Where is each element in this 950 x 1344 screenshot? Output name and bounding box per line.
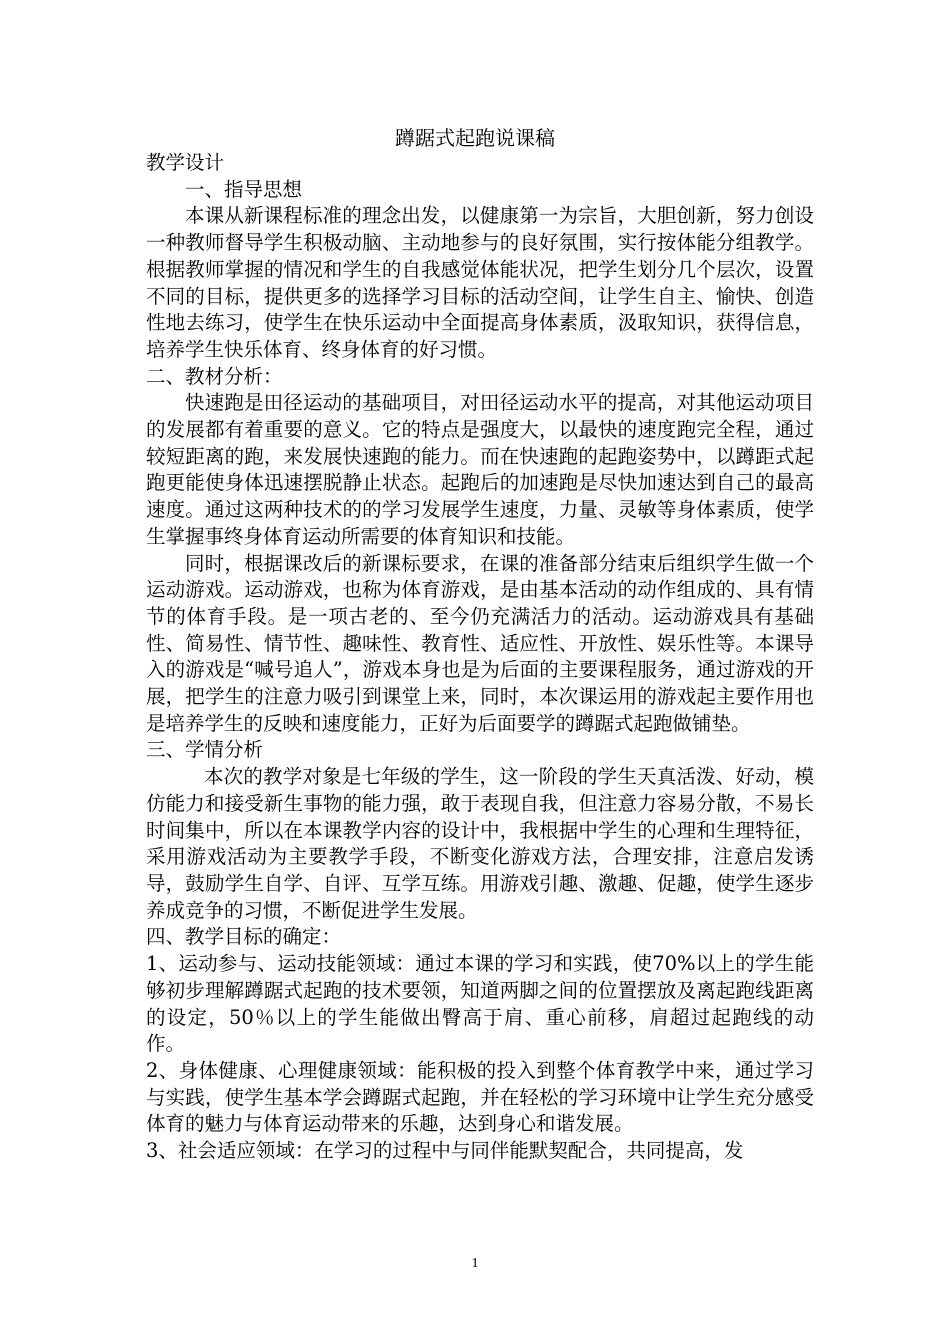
paragraph: 四、教学目标的确定： [146,925,342,949]
document-title: 蹲踞式起跑说课稿 [395,126,555,150]
paragraph: 教学设计 [146,151,225,174]
page-number: 1 [471,1256,479,1271]
paragraph: 本次的教学对象是七年级的学生，这一阶段的学生天真活泼、好动，模仿能力和接受新生事物的能力强，敢于表现自我，但注意力容易分散，不易长时间集中，所以在本课教学内容的设计中，我根据中学生的心理和生理特征，采用游戏活动为主要教学手段，不断变化游戏方法，合理安排，注意启发诱导，鼓励学生自学、自评、互学互练。用游戏引趣、激趣、促趣，使学生逐步养成竞争的习惯，不断促进学生发展。 [146,765,814,922]
paragraph: 同时，根据课改后的新课标要求，在课的准备部分结束后组织学生做一个运动游戏。运动游戏，也称为体育游戏，是由基本活动的动作组成的、具有情节的体育手段。是一项古老的、至今仍充满活力的活动。运动游戏具有基础性、简易性、情节性、趣味性、教育性、适应性、开放性、娱乐性等。本课导入的游戏是“喊号追人”，游戏本身也是为后面的主要课程服务，通过游戏的开展，把学生的注意力吸引到课堂上来，同时，本次课运用的游戏起主要作用也是培养学生的反映和速度能力，正好为后面要学的蹲踞式起跑做铺垫。 [146,551,814,735]
paragraph: 1、运动参与、运动技能领域：通过本课的学习和实践，使70%以上的学生能够初步理解蹲踞式起跑的技术要领，知道两脚之间的位置摆放及离起跑线距离的设定，50％以上的学生能做出臀高于肩、重心前移，肩超过起跑线的动作。 [146,952,814,1056]
paragraph: 2、身体健康、心理健康领域：能积极的投入到整个体育教学中来，通过学习与实践，使学生基本学会蹲踞式起跑，并在轻松的学习环境中让学生充分感受体育的魅力与体育运动带来的乐趣，达到身心和谐发展。 [146,1058,814,1136]
paragraph: 快速跑是田径运动的基础项目，对田径运动水平的提高，对其他运动项目的发展都有着重要的意义。它的特点是强度大，以最快的速度跑完全程，通过较短距离的跑，来发展快速跑的能力。而在快速跑的起跑姿势中，以蹲距式起跑更能使身体迅速摆脱静止状态。起跑后的加速跑是尽快加速达到自己的最高速度。通过这两种技术的的学习发展学生速度，力量、灵敏等身体素质，使学生掌握事终身体育运动所需要的体育知识和技能。 [146,391,814,548]
document-body [146,150,814,1165]
paragraph: 本课从新课程标准的理念出发，以健康第一为宗旨，大胆创新，努力创设一种教师督导学生积极动脑、主动地参与的良好氛围，实行按体能分组教学。根据教师掌握的情况和学生的自我感觉体能状况，把学生划分几个层次，设置不同的目标，提供更多的选择学习目标的活动空间，让学生自主、愉快、创造性地去练习，使学生在快乐运动中全面提高身体素质，汲取知识，获得信息，培养学生快乐体育、终身体育的好习惯。 [146,204,814,361]
paragraph: 二、教材分析： [146,364,283,388]
paragraph: 一、指导思想 [185,177,303,201]
paragraph: 三、学情分析 [146,738,264,762]
paragraph: 3、社会适应领域：在学习的过程中与同伴能默契配合，共同提高，发 [146,1139,744,1163]
